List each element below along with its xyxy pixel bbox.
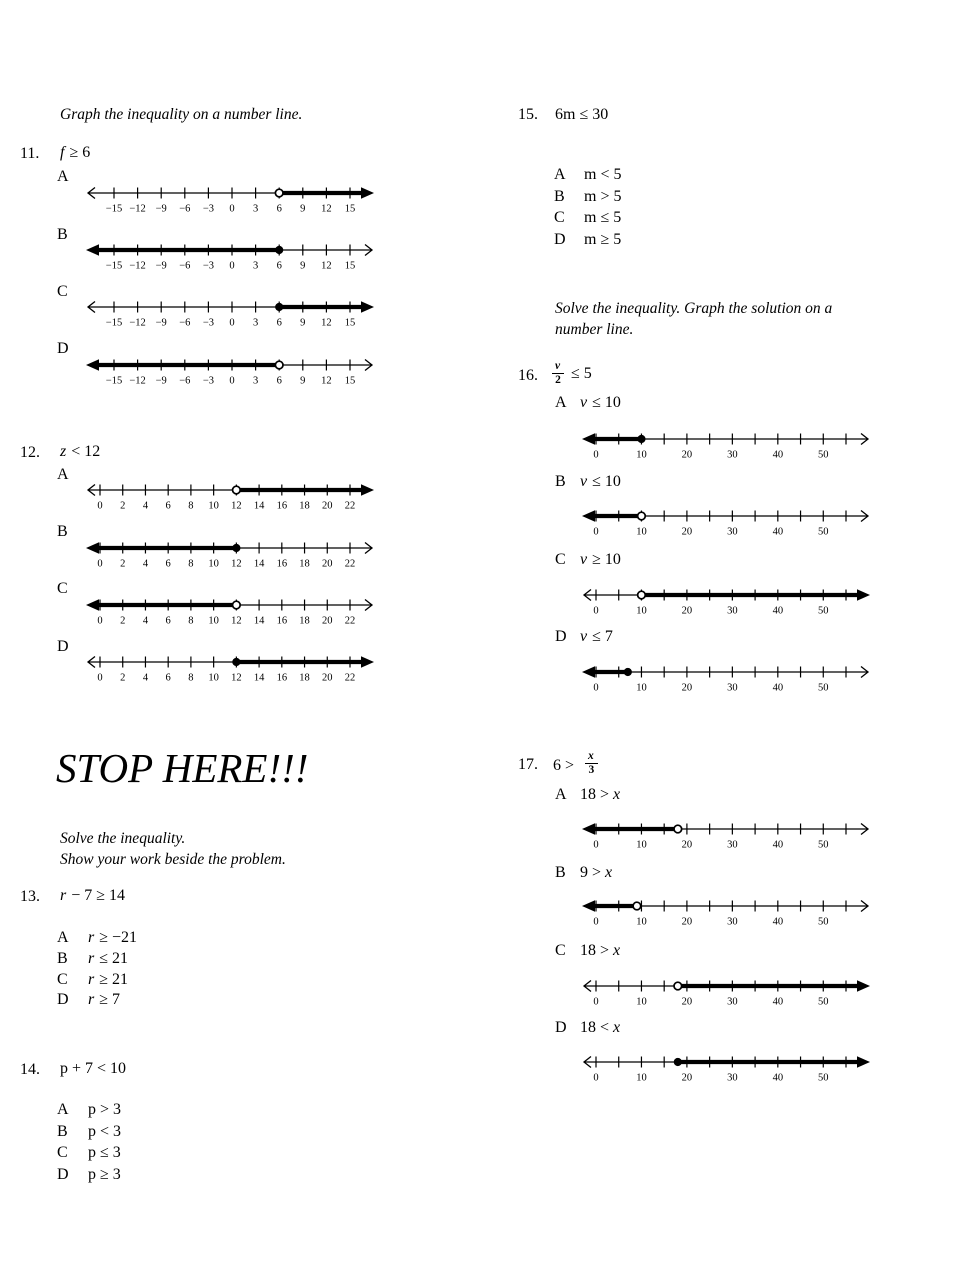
p12-option-b-letter: B: [57, 523, 68, 540]
p16-option-d-expression: v ≤ 7: [580, 628, 613, 645]
instruction-solve-graph-line1: Solve the inequality. Graph the solution on a: [555, 300, 833, 317]
svg-text:20: 20: [681, 996, 693, 1008]
svg-text:0: 0: [97, 500, 103, 512]
svg-text:−6: −6: [179, 203, 191, 215]
p12-option-a-letter: A: [57, 466, 69, 483]
svg-text:10: 10: [636, 605, 647, 617]
svg-text:22: 22: [344, 558, 356, 570]
svg-text:−15: −15: [105, 203, 123, 215]
svg-text:6: 6: [276, 317, 282, 329]
svg-text:40: 40: [772, 916, 784, 928]
svg-text:12: 12: [321, 317, 332, 329]
svg-text:18: 18: [299, 500, 310, 512]
svg-text:0: 0: [593, 916, 599, 928]
problem-14-options: [57, 1099, 121, 1185]
svg-text:9: 9: [300, 317, 306, 329]
p17-option-a-expression: 18 > x: [580, 786, 621, 803]
svg-text:6: 6: [165, 615, 171, 627]
svg-text:10: 10: [636, 1072, 647, 1084]
svg-text:50: 50: [818, 449, 829, 461]
svg-text:20: 20: [681, 916, 693, 928]
p17-option-b-letter: B: [555, 864, 566, 881]
p14-option-b: [57, 1121, 121, 1143]
svg-text:20: 20: [681, 605, 693, 617]
svg-text:4: 4: [142, 558, 149, 570]
svg-text:50: 50: [818, 682, 829, 694]
svg-text:0: 0: [229, 375, 235, 387]
svg-text:10: 10: [208, 500, 219, 512]
svg-text:12: 12: [321, 260, 332, 272]
svg-text:6: 6: [276, 203, 282, 215]
problem-13-expression: r − 7 ≥ 14: [60, 887, 126, 904]
svg-text:0: 0: [593, 839, 599, 851]
p16-option-a-number-line: [580, 428, 872, 462]
svg-text:14: 14: [253, 558, 265, 570]
p13-option-a-letter: A: [57, 929, 69, 946]
p12-option-c-letter: C: [57, 580, 68, 597]
p16-option-d-number-line: [580, 661, 872, 695]
svg-text:2: 2: [120, 500, 126, 512]
p16-option-a-letter: A: [555, 394, 567, 411]
p13-option-d-expression: r ≥ 7: [88, 991, 121, 1009]
svg-text:12: 12: [231, 558, 242, 570]
svg-text:−9: −9: [155, 260, 167, 272]
p16-fraction-denominator: 2: [555, 374, 561, 387]
svg-text:3: 3: [252, 317, 259, 329]
p13-option-d: [57, 990, 137, 1011]
svg-text:8: 8: [188, 500, 194, 512]
svg-text:−15: −15: [105, 375, 123, 387]
p11-option-b-number-line: [84, 239, 376, 273]
p15-option-d-letter: D: [554, 231, 566, 249]
svg-text:−12: −12: [129, 203, 146, 215]
p11-option-d-number-line: [84, 354, 376, 388]
problem-11-expression: f ≥ 6: [60, 144, 91, 161]
p13-option-b-letter: B: [57, 949, 68, 967]
svg-text:0: 0: [593, 682, 599, 694]
svg-text:18: 18: [299, 558, 310, 570]
svg-text:30: 30: [727, 449, 738, 461]
svg-text:16: 16: [276, 615, 288, 627]
problem-16-number: 16.: [518, 367, 538, 384]
svg-text:10: 10: [636, 916, 647, 928]
svg-text:0: 0: [229, 203, 235, 215]
svg-text:10: 10: [636, 526, 647, 538]
svg-text:−6: −6: [179, 260, 191, 272]
p15-option-c: [554, 207, 621, 229]
svg-text:−3: −3: [202, 260, 214, 272]
p16-option-b-expression: v ≤ 10: [580, 473, 621, 490]
p17-option-b-expression: 9 > x: [580, 864, 613, 881]
svg-text:6: 6: [276, 375, 282, 387]
p17-option-d-number-line: [580, 1051, 872, 1085]
p11-option-c-letter: C: [57, 283, 68, 300]
p17-fraction-numerator: x: [585, 750, 598, 764]
svg-text:−9: −9: [155, 203, 167, 215]
p12-option-d-letter: D: [57, 638, 69, 655]
p12-option-d-number-line: [84, 651, 376, 685]
svg-text:40: 40: [772, 996, 784, 1008]
svg-text:6: 6: [165, 672, 171, 684]
svg-text:15: 15: [344, 317, 356, 329]
svg-text:20: 20: [681, 839, 693, 851]
svg-text:6: 6: [276, 260, 282, 272]
p13-option-c: [57, 970, 137, 991]
svg-text:2: 2: [120, 672, 126, 684]
p14-option-c-letter: C: [57, 1144, 68, 1162]
svg-text:0: 0: [229, 260, 235, 272]
svg-text:20: 20: [322, 500, 333, 512]
svg-text:6: 6: [165, 558, 171, 570]
p16-option-b-number-line: [580, 505, 872, 539]
svg-text:−3: −3: [202, 203, 214, 215]
problem-16-fraction: [552, 360, 564, 387]
svg-text:30: 30: [727, 605, 738, 617]
p14-option-c: [57, 1142, 121, 1164]
p17-option-d-expression: 18 < x: [580, 1019, 621, 1036]
svg-text:0: 0: [229, 317, 235, 329]
svg-text:12: 12: [231, 615, 242, 627]
p11-option-d-letter: D: [57, 340, 69, 357]
svg-text:22: 22: [344, 672, 356, 684]
p17-option-c-letter: C: [555, 942, 566, 959]
p13-option-c-expression: r ≥ 21: [88, 970, 129, 988]
p15-option-b: [554, 186, 621, 208]
svg-text:15: 15: [344, 260, 356, 272]
svg-text:18: 18: [299, 672, 310, 684]
svg-text:−12: −12: [129, 260, 146, 272]
svg-text:−3: −3: [202, 375, 214, 387]
svg-text:9: 9: [300, 260, 306, 272]
p15-option-d-expression: m ≥ 5: [584, 231, 622, 249]
svg-text:−9: −9: [155, 375, 167, 387]
svg-text:50: 50: [818, 526, 829, 538]
svg-text:20: 20: [322, 558, 333, 570]
svg-text:−3: −3: [202, 317, 214, 329]
p14-option-b-expression: p < 3: [88, 1122, 122, 1140]
svg-text:10: 10: [208, 615, 219, 627]
svg-text:4: 4: [142, 672, 149, 684]
p13-option-a: [57, 928, 137, 949]
problem-13-number: 13.: [20, 888, 40, 905]
p12-option-a-number-line: [84, 479, 376, 513]
svg-text:10: 10: [636, 682, 647, 694]
p14-option-c-expression: p ≤ 3: [88, 1144, 121, 1162]
instruction-solve-line1: Solve the inequality.: [60, 830, 186, 847]
svg-text:2: 2: [120, 558, 126, 570]
svg-text:2: 2: [120, 615, 126, 627]
p17-option-d-letter: D: [555, 1019, 567, 1036]
p16-expression-after-fraction: ≤ 5: [571, 365, 592, 382]
svg-text:0: 0: [593, 1072, 599, 1084]
svg-text:15: 15: [344, 375, 356, 387]
svg-text:−15: −15: [105, 260, 123, 272]
svg-text:20: 20: [681, 1072, 693, 1084]
svg-text:40: 40: [772, 449, 784, 461]
svg-text:0: 0: [593, 605, 599, 617]
svg-text:20: 20: [681, 526, 693, 538]
svg-text:3: 3: [252, 203, 259, 215]
svg-text:18: 18: [299, 615, 310, 627]
problem-15-number: 15.: [518, 106, 538, 123]
problem-13-options: [57, 928, 137, 1011]
svg-text:22: 22: [344, 500, 356, 512]
svg-text:3: 3: [252, 260, 259, 272]
svg-text:30: 30: [727, 526, 738, 538]
svg-text:0: 0: [593, 526, 599, 538]
svg-text:15: 15: [344, 203, 356, 215]
svg-text:14: 14: [253, 615, 265, 627]
svg-text:9: 9: [300, 375, 306, 387]
svg-text:12: 12: [231, 672, 242, 684]
p11-option-c-number-line: [84, 296, 376, 330]
p11-option-b-letter: B: [57, 226, 68, 243]
p15-option-a: [554, 164, 621, 186]
svg-text:10: 10: [636, 839, 647, 851]
svg-text:8: 8: [188, 615, 194, 627]
p14-option-a-expression: p > 3: [88, 1101, 122, 1118]
svg-text:10: 10: [208, 672, 219, 684]
p13-option-b: [57, 949, 137, 970]
svg-text:30: 30: [727, 996, 738, 1008]
p14-option-a: [57, 1099, 121, 1121]
svg-text:14: 14: [253, 672, 265, 684]
problem-17-fraction: [585, 750, 598, 777]
p13-option-a-expression: r ≥ −21: [88, 929, 138, 946]
svg-text:−6: −6: [179, 317, 191, 329]
p13-option-c-letter: C: [57, 970, 68, 988]
svg-text:12: 12: [321, 375, 332, 387]
instruction-solve-graph-line2: number line.: [555, 321, 634, 338]
p15-option-d: [554, 229, 621, 251]
p13-option-b-expression: r ≤ 21: [88, 949, 129, 967]
svg-text:4: 4: [142, 615, 149, 627]
p13-option-d-letter: D: [57, 991, 69, 1009]
svg-text:14: 14: [253, 500, 265, 512]
problem-12-expression: z < 12: [60, 443, 101, 460]
svg-text:20: 20: [322, 672, 333, 684]
p15-option-a-expression: m < 5: [584, 166, 622, 183]
problem-14-number: 14.: [20, 1061, 40, 1078]
p12-option-b-number-line: [84, 537, 376, 571]
svg-text:30: 30: [727, 682, 738, 694]
svg-text:40: 40: [772, 605, 784, 617]
svg-text:40: 40: [772, 526, 784, 538]
svg-text:40: 40: [772, 839, 784, 851]
svg-text:9: 9: [300, 203, 306, 215]
p17-option-b-number-line: [580, 895, 872, 929]
svg-text:50: 50: [818, 996, 829, 1008]
svg-text:12: 12: [231, 500, 242, 512]
svg-text:0: 0: [97, 672, 103, 684]
p17-expression-before-fraction: 6 >: [553, 757, 575, 774]
problem-15-options: [554, 164, 621, 251]
problem-15-expression: 6m ≤ 30: [555, 106, 609, 123]
svg-text:50: 50: [818, 1072, 829, 1084]
p16-option-c-letter: C: [555, 551, 566, 568]
svg-text:30: 30: [727, 1072, 738, 1084]
svg-text:20: 20: [681, 682, 693, 694]
p11-option-a-letter: A: [57, 168, 69, 185]
p12-option-c-number-line: [84, 594, 376, 628]
svg-text:20: 20: [322, 615, 333, 627]
p16-option-c-expression: v ≥ 10: [580, 551, 621, 568]
svg-text:22: 22: [344, 615, 356, 627]
svg-text:−12: −12: [129, 317, 146, 329]
svg-text:16: 16: [276, 558, 288, 570]
svg-text:−12: −12: [129, 375, 146, 387]
svg-text:−15: −15: [105, 317, 123, 329]
p17-option-a-number-line: [580, 818, 872, 852]
svg-text:0: 0: [593, 996, 599, 1008]
svg-text:8: 8: [188, 672, 194, 684]
p14-option-b-letter: B: [57, 1122, 68, 1140]
p16-option-c-number-line: [580, 584, 872, 618]
instruction-solve-line2: Show your work beside the problem.: [60, 851, 286, 868]
svg-text:8: 8: [188, 558, 194, 570]
instruction-graph-inequality: Graph the inequality on a number line.: [60, 106, 303, 123]
svg-text:6: 6: [165, 500, 171, 512]
svg-text:3: 3: [252, 375, 259, 387]
p16-option-a-expression: v ≤ 10: [580, 394, 621, 411]
svg-text:16: 16: [276, 672, 288, 684]
svg-text:−6: −6: [179, 375, 191, 387]
p16-fraction-numerator: v: [552, 360, 564, 374]
p17-option-c-expression: 18 > x: [580, 942, 621, 959]
p15-option-b-expression: m > 5: [584, 187, 622, 205]
p14-option-d-letter: D: [57, 1165, 69, 1183]
p14-option-d-expression: p ≥ 3: [88, 1165, 121, 1183]
svg-text:16: 16: [276, 500, 288, 512]
svg-text:40: 40: [772, 1072, 784, 1084]
svg-text:50: 50: [818, 839, 829, 851]
p16-option-b-letter: B: [555, 473, 566, 490]
svg-text:0: 0: [593, 449, 599, 461]
p17-option-a-letter: A: [555, 786, 567, 803]
p17-fraction-denominator: 3: [588, 764, 595, 777]
svg-text:10: 10: [636, 996, 647, 1008]
p16-option-d-letter: D: [555, 628, 567, 645]
svg-text:−9: −9: [155, 317, 167, 329]
svg-text:50: 50: [818, 605, 829, 617]
p15-option-c-letter: C: [554, 209, 565, 227]
p15-option-a-letter: A: [554, 166, 566, 183]
p14-option-d: [57, 1164, 121, 1186]
p11-option-a-number-line: [84, 182, 376, 216]
svg-text:10: 10: [636, 449, 647, 461]
svg-text:30: 30: [727, 839, 738, 851]
svg-text:4: 4: [142, 500, 149, 512]
problem-17-number: 17.: [518, 756, 538, 773]
problem-12-number: 12.: [20, 444, 40, 461]
svg-text:12: 12: [321, 203, 332, 215]
svg-text:10: 10: [208, 558, 219, 570]
svg-text:50: 50: [818, 916, 829, 928]
p15-option-c-expression: m ≤ 5: [584, 209, 622, 227]
problem-11-number: 11.: [20, 145, 40, 162]
p17-option-c-number-line: [580, 975, 872, 1009]
p14-option-a-letter: A: [57, 1101, 69, 1118]
svg-text:0: 0: [97, 615, 103, 627]
problem-14-expression: p + 7 < 10: [60, 1060, 127, 1077]
svg-text:40: 40: [772, 682, 784, 694]
svg-text:20: 20: [681, 449, 693, 461]
p15-option-b-letter: B: [554, 187, 565, 205]
svg-text:30: 30: [727, 916, 738, 928]
svg-text:0: 0: [97, 558, 103, 570]
stop-here-banner: STOP HERE!!!: [56, 745, 309, 791]
